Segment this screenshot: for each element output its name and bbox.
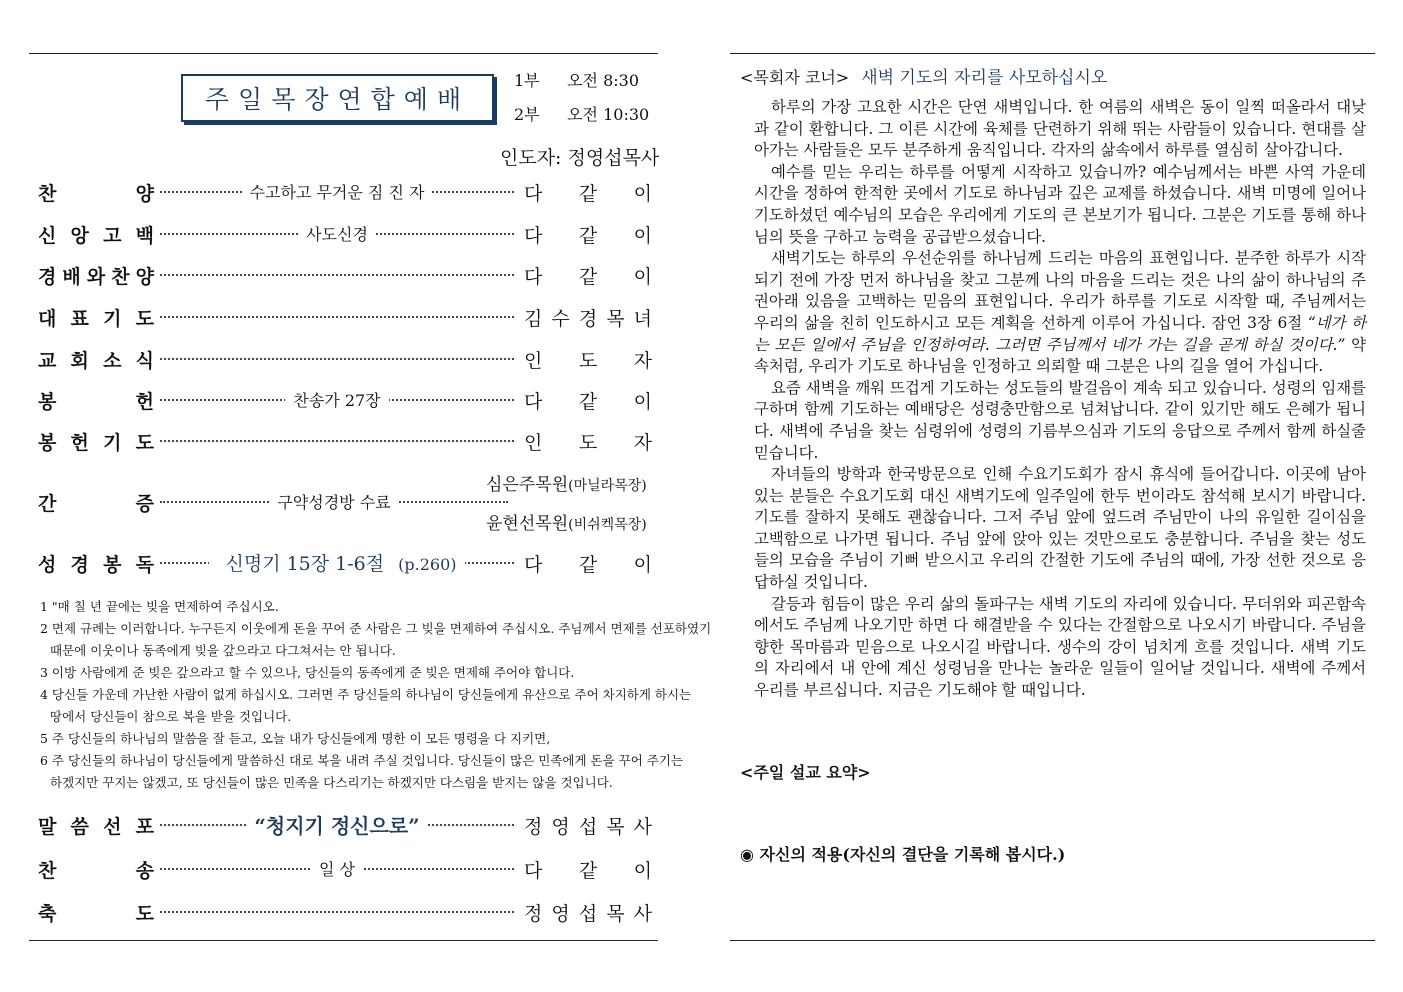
verse-line: 5 주 당신들의 하나님의 말씀을 잘 듣고, 오늘 내가 당신들에게 명한 이 모든 명령을 다 지키면, <box>40 731 551 746</box>
schedule-first <box>514 68 639 91</box>
closing-person: 정 영 섭 목 사 <box>524 903 652 925</box>
order-detail: 찬송가 27장 <box>160 388 514 411</box>
order-person: 다 같 이 <box>524 266 652 288</box>
left-bottom-rule <box>29 940 658 941</box>
witness-label: 간 증 <box>38 493 154 515</box>
closing-row <box>38 854 658 884</box>
right-bottom-rule <box>730 940 1375 941</box>
order-row <box>38 302 658 332</box>
leader-dots <box>160 274 514 276</box>
passage-page: (p.260) <box>398 555 457 574</box>
verse-line: 4 당신들 가운데 가난한 사람이 없게 하십시오. 그러면 주 당신들의 하나님이 당신들에게 유산으로 주어 차지하게 하시는 <box>40 687 692 702</box>
closing-person: 다 같 이 <box>524 860 652 882</box>
column-paragraph: 자녀들의 방학과 한국방문으로 인해 수요기도회가 잠시 휴식에 들어갑니다. 이곳에 남아 있는 분들은 수요기도회 대신 새벽기도에 일주일에 한두 번이라도 참석해 보시기 바랍니다. 기도를 잘하지 못해도 괜찮습니다. 그저 주님 앞에 엎드려 주님만이 나의 유일한 길이심을 고백함으로 나가면 됩니다. 주님 앞에 앉아 있는 것만으로도 충분합니다. 주님을 찾는 성도들의 모습을 주님이 기뻐 받으시고 우리의 간절한 기도에 주님의 때에, 가장 선한 것으로 응답하실 것입니다. <box>754 465 1366 592</box>
closing-label: 말 씀 선 포 <box>38 816 154 838</box>
closing-row <box>38 897 658 927</box>
passage-text: 신명기 15장 1-6절 <box>217 553 392 575</box>
closing-label: 축 도 <box>38 903 154 925</box>
closing-person: 정 영 섭 목 사 <box>524 816 652 838</box>
order-person: 인 도 자 <box>524 350 652 372</box>
service-title: 주일목장연합예배 <box>204 85 471 114</box>
order-row <box>38 385 658 415</box>
application-prompt: ◉ 자신의 적용(자신의 결단을 기록해 봅시다.) <box>740 845 1066 864</box>
leader-dots <box>160 358 514 360</box>
schedule-second <box>514 102 649 125</box>
verse-line: 1 "매 칠 년 끝에는 빚을 면제하여 주십시오. <box>40 599 279 614</box>
column-paragraph: 예수를 믿는 우리는 하루를 어떻게 시작하고 있습니까? 예수님께서는 바쁜 사역 가운데 시간을 정하여 한적한 곳에서 기도로 하나님과 깊은 교제를 하셨습니다. 새벽 미명에 일어나 기도하셨던 예수님의 모습은 우리에게 기도의 큰 본보기가 됩니다. 그분은 기도를 통해 하나님의 뜻을 구하고 능력을 공급받으셨습니다. <box>754 162 1366 246</box>
left-top-rule <box>29 53 658 54</box>
witness-role: (마닐라목장) <box>568 478 647 494</box>
verse-line: 땅에서 당신들이 참으로 복을 받을 것입니다. <box>50 709 292 724</box>
sermon-summary-heading: <주일 설교 요약> <box>740 763 871 782</box>
schedule-part: 1부 <box>514 71 540 90</box>
witness-name: 심은주목원 <box>486 475 569 495</box>
right-top-rule <box>730 53 1375 54</box>
witness-role: (비쉬켁목장) <box>568 517 647 533</box>
column-paragraph: 갈등과 힘듬이 많은 우리 삶의 돌파구는 새벽 기도의 자리에 있습니다. 무더위와 피곤함속에서도 주님께 나오기만 하면 다 해결받을 수 있다는 간절함으로 나오시기 바랍니다. 주님을 향한 목마름과 믿음으로 나오시길 바랍니다. 생수의 강이 넘치게 흐를 것입니다. 새벽 기도의 자리에서 내 안에 계신 성령님을 만나는 놀라운 일들이 일어날 것입니다. 새벽에 주께서 우리를 부르십니다. 지금은 기도해야 할 때입니다. <box>754 594 1366 700</box>
order-person: 다 같 이 <box>524 183 652 205</box>
order-person: 김 수 경 목 녀 <box>524 308 652 330</box>
leader-dots <box>160 316 514 318</box>
order-row <box>38 344 658 374</box>
verse-line: 하겠지만 꾸지는 않겠고, 또 당신들이 많은 민족을 다스리기는 하겠지만 다스림을 받지는 않을 것입니다. <box>50 775 613 790</box>
reading-row <box>38 548 658 578</box>
order-row <box>38 426 658 456</box>
worship-leader: 인도자: 정영섭목사 <box>500 147 660 169</box>
order-person: 다 같 이 <box>524 225 652 247</box>
corner-label: <목회자 코너> <box>740 68 850 87</box>
order-label: 대 표 기 도 <box>38 308 154 330</box>
schedule-time: 오전 10:30 <box>567 105 650 124</box>
column-paragraph: 새벽기도는 하루의 우선순위를 하나님께 드리는 마음의 표현입니다. 분주한 하루가 시작되기 전에 가장 먼저 하나님을 찾고 그분께 나의 마음을 드리는 것은 나의 삶이 하나님의 주권아래 있음을 고백하는 믿음의 표현입니다. 우리가 하루를 기도로 시작할 때, 주님께서는 우리의 삶을 친히 인도하시고 모든 계획을 선하게 이루어 가십니다. 잠언 3장 6절 “네가 하는 모든 일에서 주님을 인정하여라. 그러면 주님께서 네가 가는 길을 곧게 하실 것이다.” 약속처럼, 우리가 기도로 하나님을 인정하고 의뢰할 때 그분은 나의 길을 열어 가십니다. <box>754 249 1366 376</box>
order-label: 봉 헌 <box>38 391 154 413</box>
order-row <box>38 219 658 249</box>
leader-dots <box>160 440 514 442</box>
verse-line: 때문에 이웃이나 동족에게 빚을 갚으라고 다그쳐서는 안 됩니다. <box>50 643 396 658</box>
closing-label: 찬 송 <box>38 860 154 882</box>
order-label: 봉 헌 기 도 <box>38 432 154 454</box>
order-detail: 수고하고 무거운 짐 진 자 <box>160 180 514 203</box>
schedule-time: 오전 8:30 <box>567 71 640 90</box>
pastor-column <box>754 97 1366 702</box>
witness-detail: 구약성경방 수료 <box>160 490 508 513</box>
witness-person-2 <box>486 509 647 534</box>
sermon-title: “청지기 정신으로” <box>160 810 514 839</box>
order-label: 교 회 소 식 <box>38 350 154 372</box>
order-row <box>38 177 658 207</box>
service-title-box <box>181 74 494 122</box>
order-row <box>38 260 658 290</box>
order-label: 찬 양 <box>38 183 154 205</box>
reading-person: 다 같 이 <box>524 554 652 576</box>
order-label: 경 배 와 찬 양 <box>38 266 154 288</box>
witness-person-1 <box>486 470 647 495</box>
reading-label: 성 경 봉 독 <box>38 554 154 576</box>
closing-row <box>38 810 658 840</box>
order-label: 신 앙 고 백 <box>38 225 154 247</box>
column-paragraph: 요즘 새벽을 깨워 뜨겁게 기도하는 성도들의 발걸음이 계속 되고 있습니다. 성령의 임재를 구하며 함께 기도하는 예배당은 성령충만함으로 넘쳐납니다. 같이 있기만 해도 은혜가 됩니다. 새벽에 주님을 찾는 심령위에 성령의 기름부으심과 기도의 응답으로 주께서 함께 하실줄 믿습니다. <box>754 378 1366 462</box>
closing-detail: 일 상 <box>160 857 514 880</box>
verse-line: 6 주 당신들의 하나님이 당신들에게 말씀하신 대로 복을 내려 주실 것입니다. 당신들이 많은 민족에게 돈을 꾸어 주기는 <box>40 753 684 768</box>
verse-line: 2 면제 규례는 이러합니다. 누구든지 이웃에게 돈을 꾸어 준 사람은 그 빚을 면제하여 주십시오. 주님께서 면제를 선포하였기 <box>40 621 712 636</box>
leader-dots <box>160 911 514 913</box>
witness-name: 윤현선목원 <box>486 514 569 534</box>
pastor-corner-heading <box>740 63 1107 88</box>
scripture-verses <box>40 596 712 794</box>
proverbs-quote: “네가 하는 모든 일에서 주님을 인정하여라. 그러면 주님께서 네가 가는 길을 곧게 하실 것이다.” <box>754 313 1366 354</box>
corner-title: 새벽 기도의 자리를 사모하십시오 <box>861 68 1108 88</box>
column-paragraph: 하루의 가장 고요한 시간은 단연 새벽입니다. 한 여름의 새벽은 동이 일찍 떠올라서 대낮과 같이 환합니다. 그 이른 시간에 육체를 단련하기 위해 뛰는 사람들이 있습니다. 현대를 살아가는 사람들은 모두 분주하게 움직입니다. 각자의 삶속에서 하루를 열심히 살아갑니다. <box>754 98 1366 160</box>
order-detail: 사도신경 <box>160 222 514 245</box>
order-person: 인 도 자 <box>524 432 652 454</box>
order-person: 다 같 이 <box>524 391 652 413</box>
schedule-part: 2부 <box>514 105 540 124</box>
reading-passage <box>160 549 514 576</box>
verse-line: 3 이방 사람에게 준 빚은 갚으라고 할 수 있으나, 당신들의 동족에게 준 빚은 면제해 주어야 합니다. <box>40 665 575 680</box>
